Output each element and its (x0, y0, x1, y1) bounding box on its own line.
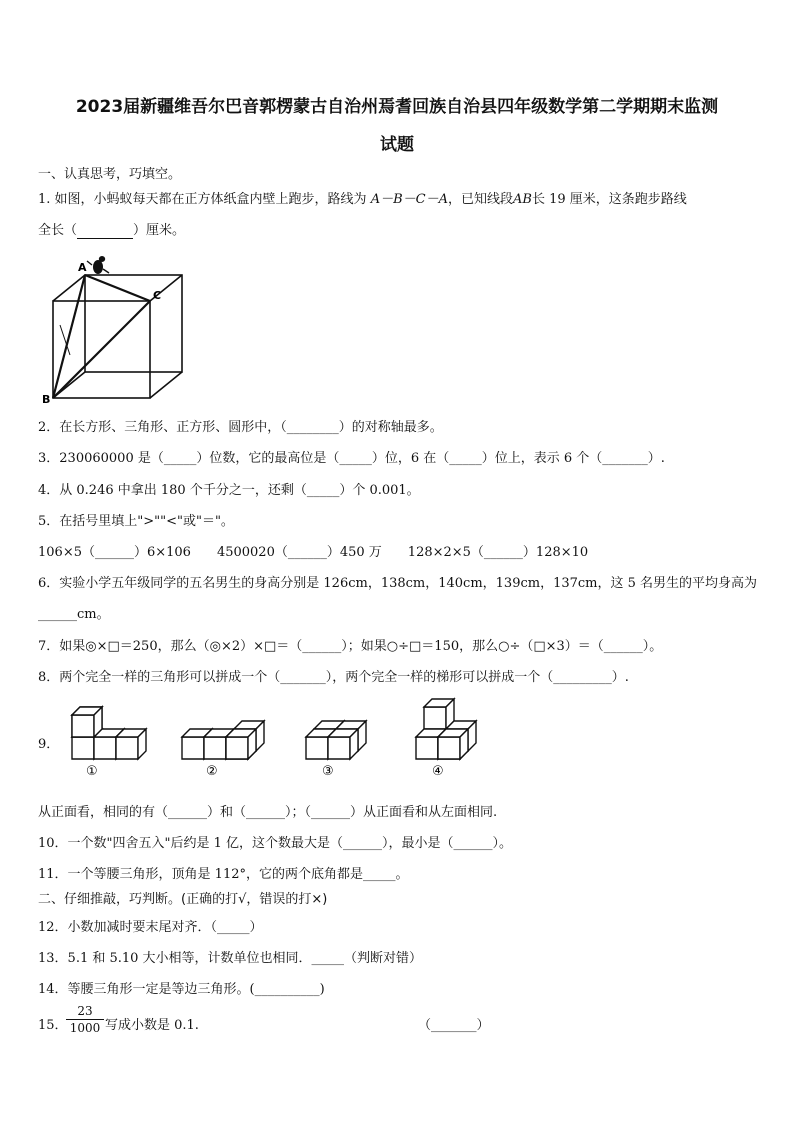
question-1-line2-b: ）厘米。 (133, 223, 186, 238)
block-figure-3-label: ③ (322, 764, 334, 779)
question-11: 11．一个等腰三角形，顶角是 112°，它的两个底角都是_____。 (38, 867, 409, 882)
question-1-segment: AB (513, 192, 532, 207)
block-figures (60, 695, 490, 785)
route-a-b (53, 275, 85, 398)
block-figure-2 (182, 721, 264, 759)
cube-label-a: A (78, 261, 87, 274)
question-15-answer[interactable]: （_______） (418, 1018, 490, 1033)
question-7: 7．如果◎×□＝250，那么（◎×2）×□＝（______）；如果○÷□＝150，那么○÷（□×3）＝（______）。 (38, 639, 663, 654)
question-3: 3．230060000 是（_____）位数，它的最高位是（_____）位，6 在（_____）位上，表示 6 个（_______）. (38, 451, 665, 466)
block-figure-3 (306, 721, 366, 759)
cube-back-face (85, 275, 182, 372)
question-10: 10．一个数"四舍五入"后约是 1 亿，这个数最大是（______），最小是（______）。 (38, 836, 513, 851)
page-title-line1: 2023届新疆维吾尔巴音郭楞蒙古自治州焉耆回族自治县四年级数学第二学期期末监测 (75, 97, 719, 117)
question-15-text: 写成小数是 0.1. (105, 1018, 199, 1033)
question-8: 8．两个完全一样的三角形可以拼成一个（_______），两个完全一样的梯形可以拼成一个（_________）. (38, 670, 629, 685)
question-1-line2 (38, 219, 185, 239)
block-figure-2-label: ② (206, 764, 218, 779)
question-4: 4．从 0.246 中拿出 180 个千分之一，还剩（_____）个 0.001。 (38, 483, 420, 498)
block-figure-1 (72, 707, 146, 759)
question-12: 12．小数加减时要末尾对齐．（_____） (38, 920, 263, 935)
section-heading-fill-in: 一、认真思考，巧填空。 (38, 167, 182, 182)
question-6-line1: 6．实验小学五年级同学的五名男生的身高分别是 126cm，138cm，140cm，139cm，137cm，这 5 名男生的平均身高为 (38, 576, 758, 591)
question-5: 5．在括号里填上">""<"或"＝"。 (38, 514, 234, 529)
question-1-route: A－B－C－A (370, 192, 448, 207)
question-1-text-b: ，已知线段 (447, 192, 513, 207)
fraction-denominator: 1000 (69, 1021, 101, 1035)
fraction-numerator: 23 (66, 1004, 104, 1020)
question-15-fraction (66, 1004, 104, 1035)
question-9-number: 9． (38, 737, 60, 752)
block-figure-4-label: ④ (432, 764, 444, 779)
question-1-text-a: 如图，小蚂蚁每天都在正方体纸盒内壁上跑步，路线为 (54, 192, 367, 207)
block-figure-4 (416, 699, 476, 759)
question-14: 14．等腰三角形一定是等边三角形。(__________) (38, 982, 325, 997)
question-1-line2-a: 全长（ (38, 223, 78, 238)
question-1-answer-blank[interactable] (77, 223, 133, 239)
question-2: 2．在长方形、三角形、正方形、圆形中，（________）的对称轴最多。 (38, 420, 443, 435)
question-6-line2: ______cm。 (38, 607, 110, 622)
question-13: 13．5.1 和 5.10 大小相等，计数单位也相同．_____（判断对错） (38, 951, 423, 966)
route-c-a (85, 275, 150, 301)
cube-label-b: B (42, 393, 51, 405)
page-title-line2: 试题 (380, 135, 414, 155)
block-figure-1-label: ① (86, 764, 98, 779)
ant-icon (87, 256, 109, 274)
question-1-text-c: 长 19 厘米，这条跑步路线 (531, 192, 687, 207)
question-9-text: 从正面看，相同的有（______）和（______）；（______）从正面看和从左面相同. (38, 805, 498, 820)
question-1-number: 1. (38, 192, 51, 207)
cube-figure (40, 255, 190, 405)
question-1-line1 (38, 188, 687, 207)
question-15-number: 15． (38, 1018, 68, 1033)
route-b-c (53, 301, 150, 398)
cube-label-c: C (153, 289, 162, 302)
question-5-items: 106×5（______）6×106 4500020（______）450 万 128×2×5（______）128×10 (38, 545, 589, 560)
section-heading-judge: 二、仔细推敲，巧判断。(正确的打√，错误的打×) (38, 892, 328, 907)
